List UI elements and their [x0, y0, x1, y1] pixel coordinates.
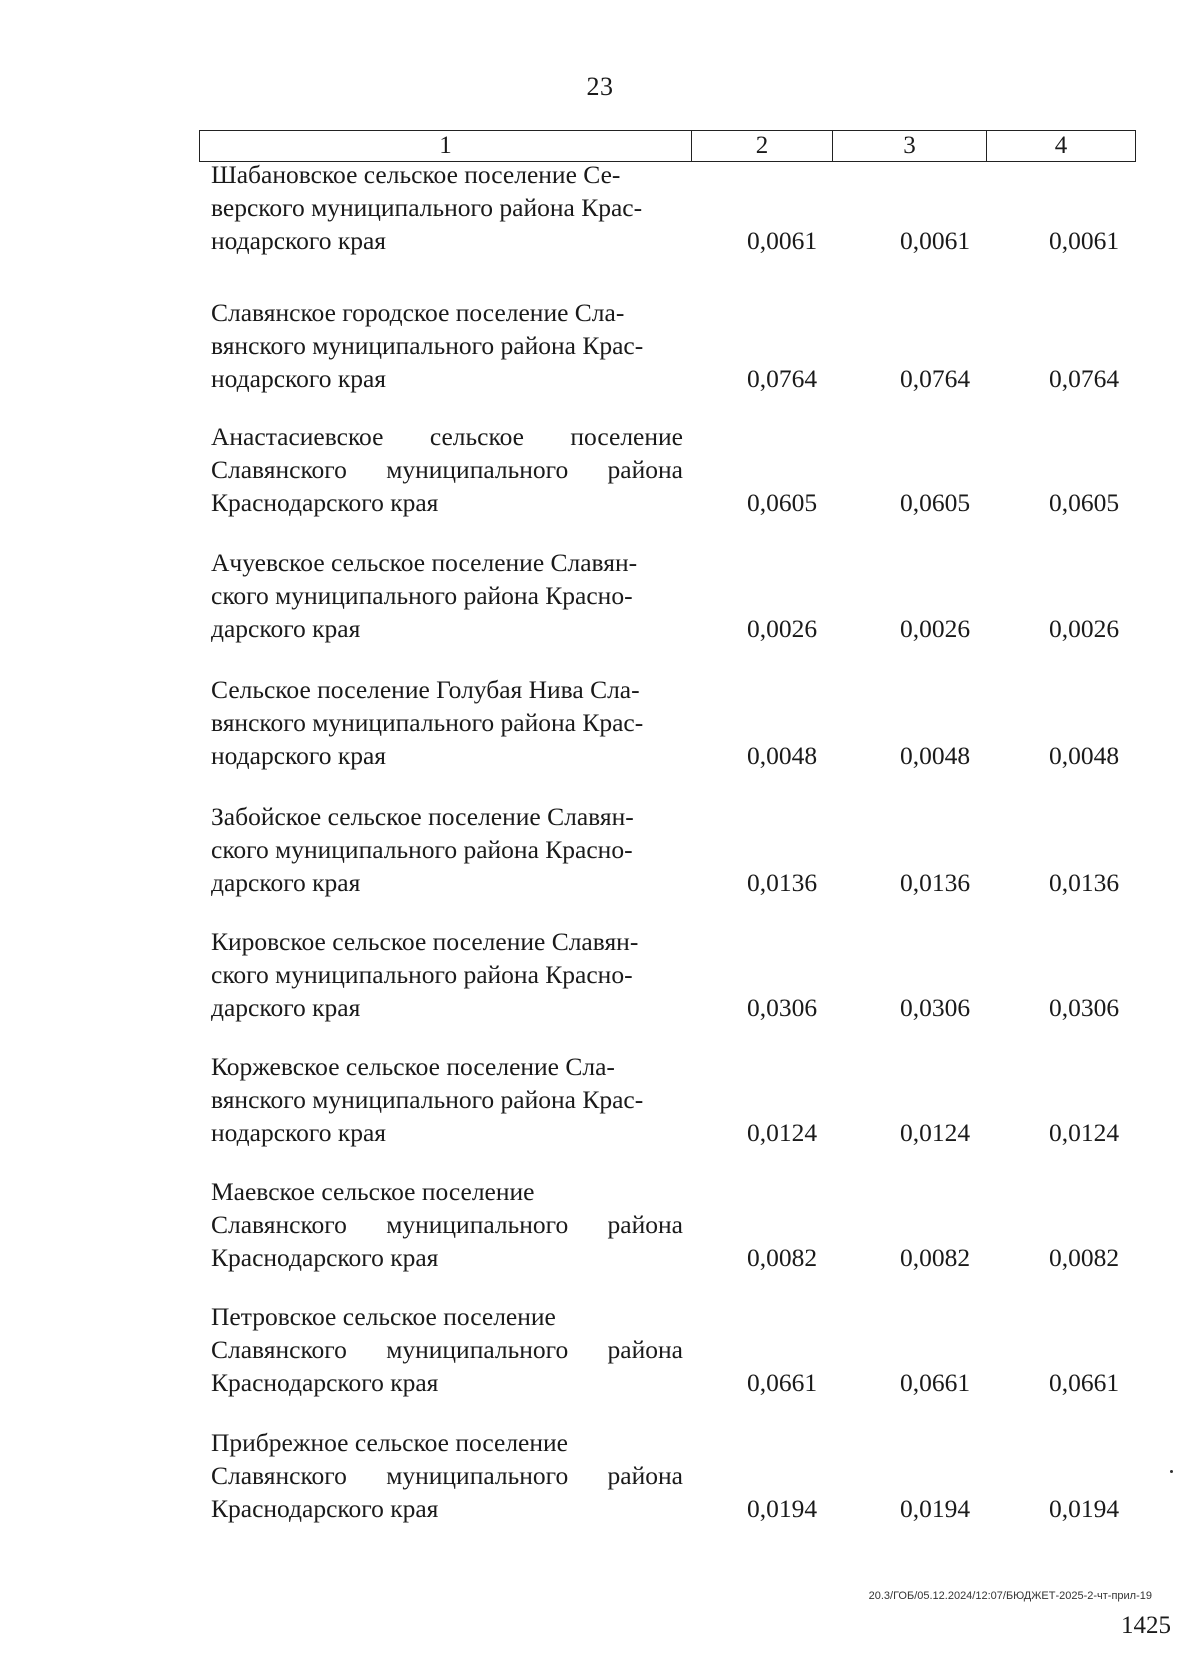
- row-name-line: Прибрежное сельское поселение: [211, 1428, 568, 1457]
- row-name: [211, 925, 683, 1024]
- scan-speck: [1170, 1470, 1173, 1473]
- row-name-line: Краснодарского края: [211, 1243, 439, 1272]
- table-row: [0, 1050, 1200, 1160]
- row-name-line: Ачуевское сельское поселение Славян-: [211, 548, 638, 577]
- row-name-line: нодарского края: [211, 1118, 387, 1147]
- row-name-line: Славянское городское поселение Сла-: [211, 298, 625, 327]
- row-value-col-2: 0,0194: [746, 1494, 818, 1523]
- header-col-2: 2: [692, 131, 833, 161]
- table-row: [0, 1175, 1200, 1285]
- row-name-line: ского муниципального района Красно-: [211, 581, 633, 610]
- row-name-line: Славянского муниципального района: [211, 1461, 683, 1490]
- row-name-line: Маевское сельское поселение: [211, 1177, 535, 1206]
- row-value-col-4: 0,0061: [1048, 226, 1120, 255]
- row-name-line: нодарского края: [211, 741, 387, 770]
- row-name-line: верского муниципального района Крас-: [211, 193, 643, 222]
- row-value-col-2: 0,0136: [746, 868, 818, 897]
- row-name-line: Анастасиевское сельское поселение: [211, 422, 683, 451]
- row-name-line: вянского муниципального района Крас-: [211, 708, 644, 737]
- table-row: [0, 546, 1200, 656]
- row-value-col-4: 0,0764: [1048, 364, 1120, 393]
- table-row: [0, 1426, 1200, 1536]
- row-value-col-4: 0,0306: [1048, 993, 1120, 1022]
- table-row: [0, 925, 1200, 1035]
- row-value-col-3: 0,0026: [899, 614, 971, 643]
- row-name-line: дарского края: [211, 614, 361, 643]
- row-value-col-4: 0,0082: [1048, 1243, 1120, 1272]
- document-registration-code: 20.3/ГОБ/05.12.2024/12:07/БЮДЖЕТ-2025-2-чт-прил-19: [868, 1590, 1152, 1602]
- row-value-col-2: 0,0605: [746, 488, 818, 517]
- header-col-4: 4: [1054, 132, 1068, 159]
- row-name-line: Забойское сельское поселение Славян-: [211, 802, 634, 831]
- row-value-col-4: 0,0124: [1048, 1118, 1120, 1147]
- row-value-col-2: 0,0124: [746, 1118, 818, 1147]
- row-value-col-3: 0,0124: [899, 1118, 971, 1147]
- row-name: [211, 158, 683, 257]
- row-name: [211, 1426, 683, 1525]
- row-value-col-2: 0,0306: [746, 993, 818, 1022]
- row-name-line: дарского края: [211, 993, 361, 1022]
- row-value-col-3: 0,0061: [899, 226, 971, 255]
- table-row: [0, 800, 1200, 910]
- row-value-col-4: 0,0026: [1048, 614, 1120, 643]
- row-name: [211, 420, 683, 519]
- table-row: [0, 158, 1200, 268]
- row-name-line: вянского муниципального района Крас-: [211, 1085, 644, 1114]
- row-value-col-4: 0,0194: [1048, 1494, 1120, 1523]
- row-name: [211, 800, 683, 899]
- row-name-line: Коржевское сельское поселение Сла-: [211, 1052, 615, 1081]
- header-col-3: 3: [833, 131, 987, 161]
- row-name: [211, 673, 683, 772]
- row-name-line: Шабановское сельское поселение Се-: [211, 160, 621, 189]
- page-number-top: 23: [586, 72, 614, 101]
- row-value-col-2: 0,0048: [746, 741, 818, 770]
- row-value-col-2: 0,0061: [746, 226, 818, 255]
- table-row: [0, 1300, 1200, 1410]
- row-value-col-2: 0,0764: [746, 364, 818, 393]
- row-name: [211, 296, 683, 395]
- row-value-col-3: 0,0764: [899, 364, 971, 393]
- header-col-1: 1: [200, 131, 692, 161]
- row-value-col-4: 0,0136: [1048, 868, 1120, 897]
- table-row: [0, 296, 1200, 406]
- row-name: [211, 1175, 683, 1274]
- row-value-col-3: 0,0306: [899, 993, 971, 1022]
- row-name-line: Славянского муниципального района: [211, 1335, 683, 1364]
- row-value-col-4: 0,0605: [1048, 488, 1120, 517]
- row-name: [211, 546, 683, 645]
- row-name-line: Кировское сельское поселение Славян-: [211, 927, 639, 956]
- page-number-bottom: 1425: [1121, 1612, 1171, 1639]
- row-value-col-4: 0,0048: [1048, 741, 1120, 770]
- row-name-line: Славянского муниципального района: [211, 1210, 683, 1239]
- row-value-col-4: 0,0661: [1048, 1368, 1120, 1397]
- row-name-line: нодарского края: [211, 226, 387, 255]
- row-name-line: ского муниципального района Красно-: [211, 960, 633, 989]
- row-name-line: Сельское поселение Голубая Нива Сла-: [211, 675, 640, 704]
- row-value-col-3: 0,0082: [899, 1243, 971, 1272]
- row-value-col-3: 0,0661: [899, 1368, 971, 1397]
- table-row: [0, 673, 1200, 783]
- row-name: [211, 1300, 683, 1399]
- row-name-line: ского муниципального района Красно-: [211, 835, 633, 864]
- row-name-line: Краснодарского края: [211, 1368, 439, 1397]
- row-value-col-3: 0,0194: [899, 1494, 971, 1523]
- row-value-col-3: 0,0048: [899, 741, 971, 770]
- row-value-col-3: 0,0136: [899, 868, 971, 897]
- row-value-col-2: 0,0661: [746, 1368, 818, 1397]
- row-value-col-2: 0,0026: [746, 614, 818, 643]
- row-name-line: нодарского края: [211, 364, 387, 393]
- row-value-col-3: 0,0605: [899, 488, 971, 517]
- row-name-line: Краснодарского края: [211, 488, 439, 517]
- table-row: [0, 420, 1200, 530]
- row-name: [211, 1050, 683, 1149]
- row-value-col-2: 0,0082: [746, 1243, 818, 1272]
- row-name-line: Краснодарского края: [211, 1494, 439, 1523]
- row-name-line: Петровское сельское поселение: [211, 1302, 556, 1331]
- row-name-line: Славянского муниципального района: [211, 455, 683, 484]
- row-name-line: вянского муниципального района Крас-: [211, 331, 644, 360]
- row-name-line: дарского края: [211, 868, 361, 897]
